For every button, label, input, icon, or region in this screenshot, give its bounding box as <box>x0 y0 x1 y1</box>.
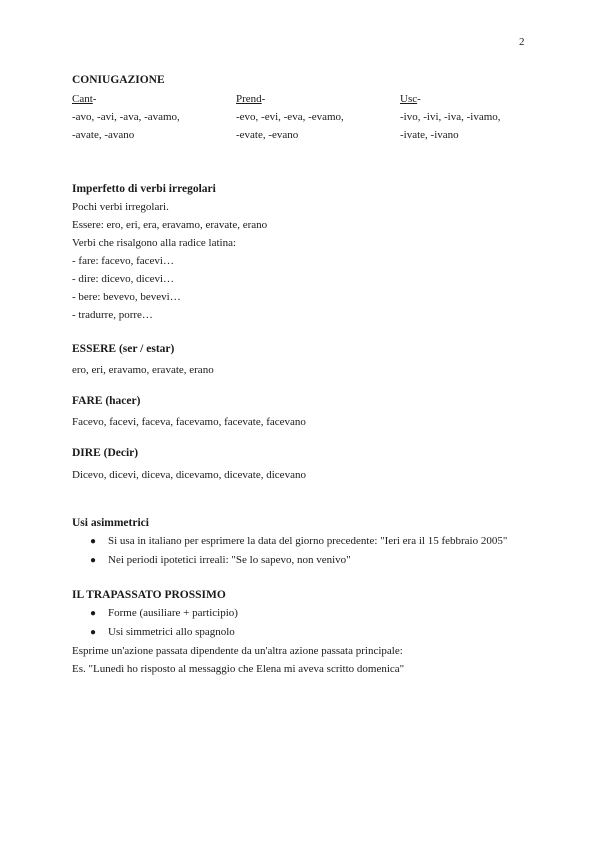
conjugation-column-are <box>72 90 236 144</box>
heading-irregolari: Imperfetto di verbi irregolari <box>72 183 216 195</box>
stem-label: Cant <box>72 93 93 105</box>
text-line: - fare: facevo, facevi… <box>72 255 174 267</box>
ending-row: -evate, -evano <box>236 129 299 141</box>
stem-label: Prend <box>236 93 262 105</box>
list-item <box>72 532 507 551</box>
list-item-text: Usi simmetrici allo spagnolo <box>108 626 235 638</box>
heading-fare: FARE (hacer) <box>72 395 141 407</box>
stem-suffix: - <box>261 93 266 105</box>
text-line: ero, eri, eravamo, eravate, erano <box>72 364 214 376</box>
text-line: Verbi che risalgono alla radice latina: <box>72 237 237 249</box>
list-item-text: Si usa in italiano per esprimere la data del giorno precedente: "Ieri era il 15 febbraio 2005" <box>108 535 508 547</box>
ending-row: -avate, -avano <box>72 129 135 141</box>
text-line: Es. "Lunedì ho risposto al messaggio che Elena mi aveva scritto domenica" <box>72 663 405 675</box>
text-line: - dire: dicevo, dicevi… <box>72 273 175 285</box>
stem-label: Usc <box>400 93 418 105</box>
heading-trapassato: IL TRAPASSATO PROSSIMO <box>72 589 226 601</box>
bullet-icon: ● <box>90 555 97 566</box>
list-item <box>72 604 404 623</box>
bullet-icon: ● <box>90 627 97 638</box>
text-line: - tradurre, porre… <box>72 309 153 321</box>
conjugation-table <box>72 90 542 144</box>
section-fare <box>72 393 306 431</box>
heading-essere: ESSERE (ser / estar) <box>72 343 175 355</box>
list-item-text: Nei periodi ipotetici irreali: "Se lo sapevo, non venivo" <box>108 554 351 566</box>
list-item <box>72 623 404 642</box>
bullet-icon: ● <box>90 536 97 547</box>
ending-row: -avo, -avi, -ava, -avamo, <box>72 111 180 123</box>
text-line: Facevo, facevi, faceva, facevamo, facevate, facevano <box>72 416 306 428</box>
heading-usi: Usi asimmetrici <box>72 517 149 529</box>
section-dire <box>72 445 306 484</box>
list-item <box>72 551 507 570</box>
text-line: - bere: bevevo, bevevi… <box>72 291 181 303</box>
stem-suffix: - <box>417 93 421 105</box>
page-number: 2 <box>519 36 525 48</box>
section-coniugazione <box>72 72 542 144</box>
text-line: Pochi verbi irregolari. <box>72 201 169 213</box>
bullet-icon: ● <box>90 608 97 619</box>
stem-suffix: - <box>92 93 97 105</box>
section-irregolari <box>72 181 267 324</box>
heading-dire: DIRE (Decir) <box>72 447 139 459</box>
bullet-list <box>72 532 507 570</box>
conjugation-column-ere <box>236 90 400 144</box>
text-line: Esprime un'azione passata dipendente da un'altra azione passata principale: <box>72 645 403 657</box>
conjugation-column-ire <box>400 90 542 144</box>
heading-coniugazione: CONIUGAZIONE <box>72 74 165 86</box>
bullet-list <box>72 604 404 642</box>
section-usi <box>72 515 507 570</box>
list-item-text: Forme (ausiliare + participio) <box>108 607 238 619</box>
text-line: Dicevo, dicevi, diceva, dicevamo, dicevate, dicevano <box>72 469 306 481</box>
ending-row: -evo, -evi, -eva, -evamo, <box>236 111 344 123</box>
text-line: Essere: ero, eri, era, eravamo, eravate, erano <box>72 219 268 231</box>
ending-row: -ivate, -ivano <box>400 129 459 141</box>
section-essere <box>72 341 214 379</box>
section-trapassato <box>72 587 404 678</box>
ending-row: -ivo, -ivi, -iva, -ivamo, <box>400 111 501 123</box>
